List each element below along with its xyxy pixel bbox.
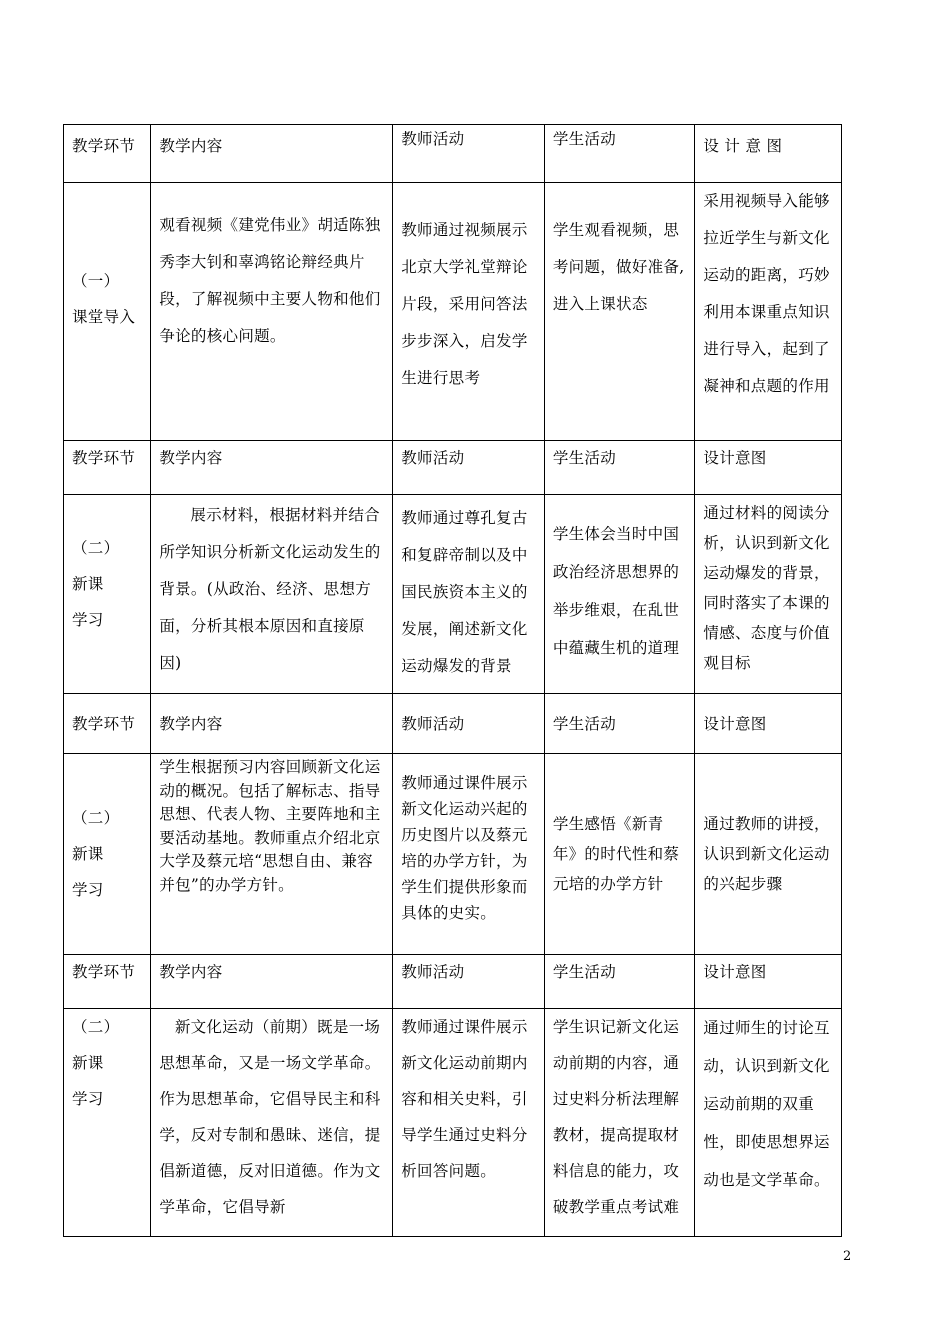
table-row (64, 754, 842, 955)
header-cell-intent: 设计意图 (695, 955, 842, 1009)
header-cell-intent: 设计意图 (695, 441, 842, 495)
content-cell: 观看视频《建党伟业》胡适陈独秀李大钊和辜鸿铭论辩经典片段，了解视频中主要人物和他们争论的核心问题。 (151, 183, 393, 441)
header-cell-stage: 教学环节 (64, 441, 151, 495)
header-cell-content: 教学内容 (151, 441, 393, 495)
header-cell-teacher: 教师活动 (393, 694, 545, 754)
table-header-row (64, 955, 842, 1009)
teacher-activity-cell: 教师通过课件展示新文化运动兴起的历史图片以及蔡元培的办学方针，为学生们提供形象而具体的史实。 (393, 754, 545, 955)
teacher-activity-cell: 教师通过尊孔复古和复辟帝制以及中国民族资本主义的发展，阐述新文化运动爆发的背景 (393, 495, 545, 694)
table-row (64, 1009, 842, 1237)
header-cell-content: 教学内容 (151, 955, 393, 1009)
header-cell-teacher: 教师活动 (393, 441, 545, 495)
table-row (64, 183, 842, 441)
student-activity-cell: 学生体会当时中国政治经济思想界的举步维艰，在乱世中蕴藏生机的道理 (544, 495, 695, 694)
design-intent-cell: 通过教师的讲授，认识到新文化运动的兴起步骤 (695, 754, 842, 955)
student-activity-cell: 学生感悟《新青年》的时代性和蔡元培的办学方针 (544, 754, 695, 955)
header-cell-stage: 教学环节 (64, 694, 151, 754)
header-cell-stage: 教学环节 (64, 125, 151, 183)
student-activity-cell: 学生识记新文化运动前期的内容，通过史料分析法理解教材，提高提取材料信息的能力，攻破教学重点考试难 (544, 1009, 695, 1237)
header-cell-intent: 设 计 意 图 (695, 125, 842, 183)
header-cell-student: 学生活动 (544, 955, 695, 1009)
header-cell-teacher: 教师活动 (393, 955, 545, 1009)
table-row (64, 495, 842, 694)
student-activity-cell: 学生观看视频，思考问题，做好准备,进入上课状态 (544, 183, 695, 441)
header-cell-student: 学生活动 (544, 441, 695, 495)
design-intent-cell: 通过师生的讨论互动，认识到新文化运动前期的双重性，即使思想界运动也是文学革命。 (695, 1009, 842, 1237)
header-cell-teacher: 教师活动 (393, 125, 545, 183)
content-cell: 学生根据预习内容回顾新文化运动的概况。包括了解标志、指导思想、代表人物、主要阵地和主要活动基地。教师重点介绍北京大学及蔡元培“思想自由、兼容并包”的办学方针。 (151, 754, 393, 955)
header-cell-stage: 教学环节 (64, 955, 151, 1009)
design-intent-cell: 通过材料的阅读分析，认识到新文化运动爆发的背景，同时落实了本课的情感、态度与价值观目标 (695, 495, 842, 694)
content-cell: 展示材料，根据材料并结合所学知识分析新文化运动发生的背景。(从政治、经济、思想方面，分析其根本原因和直接原因) (151, 495, 393, 694)
stage-cell: （一） 课堂导入 (64, 183, 151, 441)
stage-cell: （二） 新课 学习 (64, 1009, 151, 1237)
design-intent-cell: 采用视频导入能够拉近学生与新文化运动的距离，巧妙利用本课重点知识进行导入，起到了凝神和点题的作用 (695, 183, 842, 441)
teacher-activity-cell: 教师通过课件展示新文化运动前期内容和相关史料，引导学生通过史料分析回答问题。 (393, 1009, 545, 1237)
header-cell-content: 教学内容 (151, 125, 393, 183)
header-cell-content: 教学内容 (151, 694, 393, 754)
content-cell: 新文化运动（前期）既是一场思想革命，又是一场文学革命。作为思想革命，它倡导民主和科学，反对专制和愚昧、迷信，提倡新道德，反对旧道德。作为文学革命，它倡导新 (151, 1009, 393, 1237)
table-header-row (64, 441, 842, 495)
header-cell-student: 学生活动 (544, 125, 695, 183)
lesson-plan-table (63, 124, 842, 1237)
table-header-row (64, 125, 842, 183)
stage-cell: （二） 新课 学习 (64, 495, 151, 694)
stage-cell: （二） 新课 学习 (64, 754, 151, 955)
page-number: 2 (843, 1249, 852, 1264)
teacher-activity-cell: 教师通过视频展示北京大学礼堂辩论片段，采用问答法步步深入，启发学生进行思考 (393, 183, 545, 441)
header-cell-intent: 设计意图 (695, 694, 842, 754)
header-cell-student: 学生活动 (544, 694, 695, 754)
table-header-row (64, 694, 842, 754)
